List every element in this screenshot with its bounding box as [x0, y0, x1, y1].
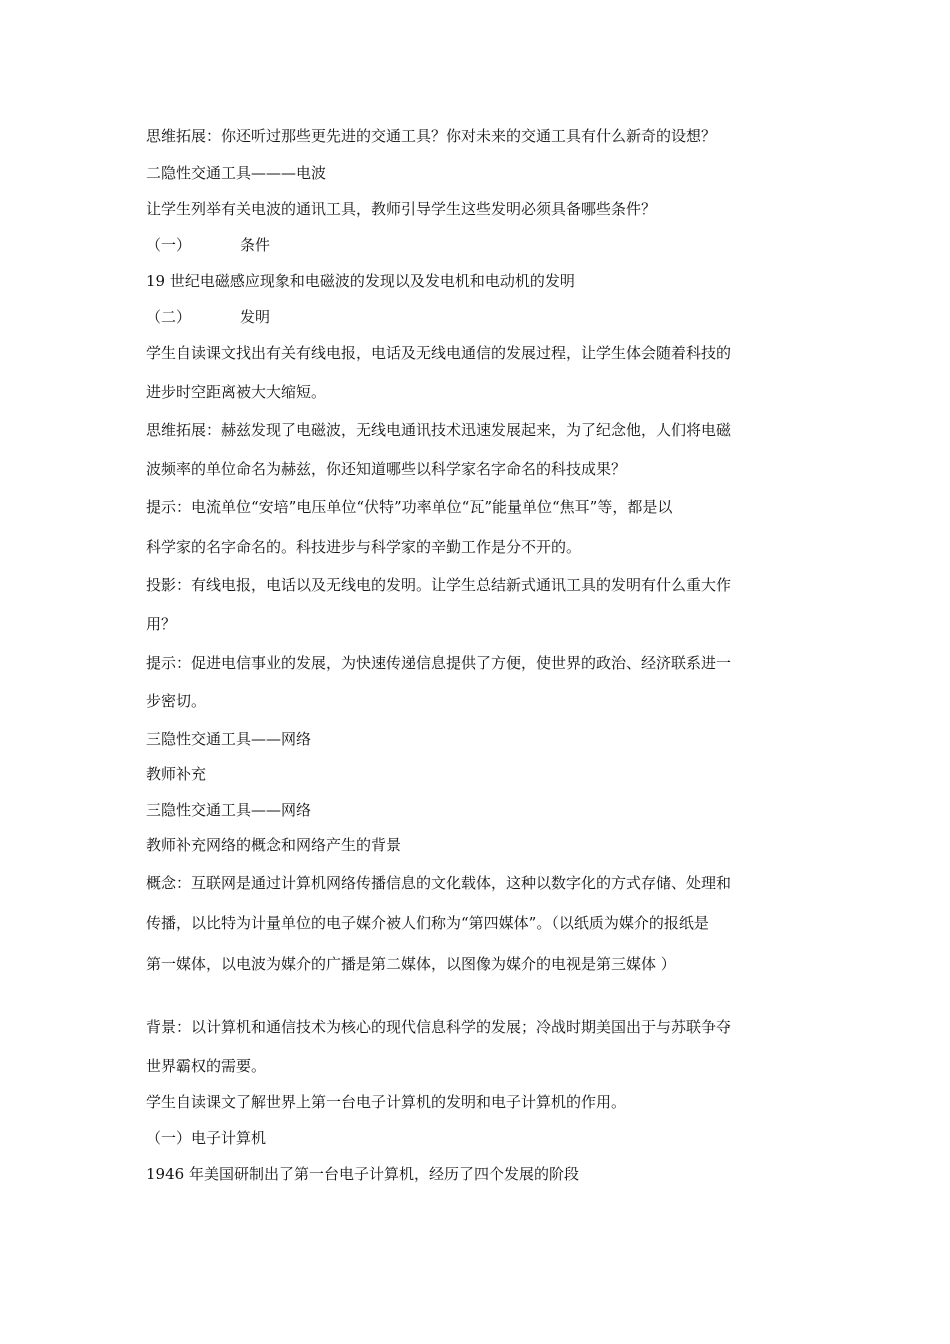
paragraph-line: 学生自读课文找出有关有线电报，电话及无线电通信的发展过程，让学生体会随着科技的 [146, 344, 732, 362]
paragraph-line: 用？ [146, 615, 177, 633]
paragraph-line: 学生自读课文了解世界上第一台电子计算机的发明和电子计算机的作用。 [146, 1093, 627, 1111]
subsection-number: （二） [146, 308, 192, 326]
paragraph-line: 教师补充 [146, 765, 207, 783]
section-heading: 三隐性交通工具——网络 [146, 801, 312, 819]
subsection-number: （一） [146, 236, 192, 254]
paragraph-line: 投影：有线电报，电话以及无线电的发明。让学生总结新式通讯工具的发明有什么重大作 [146, 576, 732, 594]
paragraph-line: 背景：以计算机和通信技术为核心的现代信息科学的发展；冷战时期美国出于与苏联争夺 [146, 1018, 732, 1036]
paragraph-line: 世界霸权的需要。 [146, 1057, 267, 1075]
paragraph-line: 提示：电流单位“安培”电压单位“伏特”功率单位“瓦”能量单位“焦耳”等，都是以 [146, 498, 673, 516]
paragraph-line: 第一媒体，以电波为媒介的广播是第二媒体，以图像为媒介的电视是第三媒体 ） [146, 955, 676, 973]
paragraph-line: 19 世纪电磁感应现象和电磁波的发现以及发电机和电动机的发明 [146, 272, 575, 290]
paragraph-line: 教师补充网络的概念和网络产生的背景 [146, 836, 402, 854]
subsection-title: 条件 [240, 236, 271, 254]
subsection-heading [146, 235, 270, 255]
section-heading: 二隐性交通工具———电波 [146, 164, 327, 182]
paragraph-line: 波频率的单位命名为赫兹，你还知道哪些以科学家名字命名的科技成果？ [146, 460, 627, 478]
subsection-title: 发明 [240, 308, 271, 326]
section-heading: 三隐性交通工具——网络 [146, 730, 312, 748]
paragraph-line: 科学家的名字命名的。科技进步与科学家的辛勤工作是分不开的。 [146, 538, 582, 556]
paragraph-line: 提示：促进电信事业的发展，为快速传递信息提供了方便，使世界的政治、经济联系进一 [146, 654, 732, 672]
paragraph-line: 思维拓展：你还听过那些更先进的交通工具？你对未来的交通工具有什么新奇的设想？ [146, 127, 717, 145]
paragraph-line: 传播，以比特为计量单位的电子媒介被人们称为“第四媒体”。（以纸质为媒介的报纸是 [146, 914, 709, 932]
paragraph-line: 进步时空距离被大大缩短。 [146, 383, 327, 401]
subsection-heading [146, 307, 270, 327]
paragraph-line: 思维拓展：赫兹发现了电磁波，无线电通讯技术迅速发展起来，为了纪念他，人们将电磁 [146, 421, 732, 439]
paragraph-line: 步密切。 [146, 692, 207, 710]
paragraph-line: 1946 年美国研制出了第一台电子计算机，经历了四个发展的阶段 [146, 1165, 579, 1183]
paragraph-line: 让学生列举有关电波的通讯工具，教师引导学生这些发明必须具备哪些条件？ [146, 200, 657, 218]
subsection-heading: （一）电子计算机 [146, 1129, 267, 1147]
paragraph-line: 概念：互联网是通过计算机网络传播信息的文化载体，这种以数字化的方式存储、处理和 [146, 874, 732, 892]
